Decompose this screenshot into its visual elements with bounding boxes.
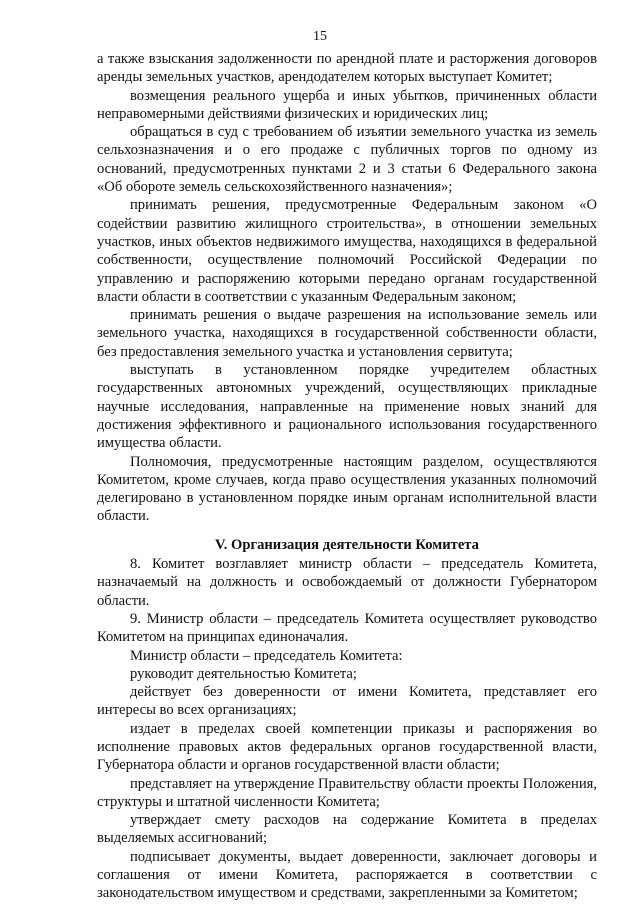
paragraph: возмещения реального ущерба и иных убытков, причиненных области неправомерными действиями физических и юридических лиц;	[97, 87, 597, 122]
paragraph: руководит деятельностью Комитета;	[130, 665, 357, 682]
paragraph: действует без доверенности от имени Комитета, представляет его интересы во всех организациях;	[97, 684, 597, 719]
paragraph: выступать в установленном порядке учредителем областных государственных автономных учреждений, осуществляющих прикладные научные исследования, направленные на применение новых знаний для достижения эффективного и рационального использования государственного имущества области.	[97, 362, 597, 452]
paragraph: Министр области – председатель Комитета:	[130, 647, 403, 664]
section-heading: V. Организация деятельности Комитета	[215, 536, 479, 553]
paragraph: 8. Комитет возглавляет министр области – председатель Комитета, назначаемый на должность и освобождаемый от должности Губернатором области.	[97, 556, 597, 609]
paragraph: подписывает документы, выдает доверенности, заключает договоры и соглашения от имени Комитета, распоряжается в соответствии с законодательством имуществом и средствами, закрепленными за Комитетом;	[97, 848, 597, 902]
paragraph: обращаться в суд с требованием об изъятии земельного участка из земель сельхозназначения и о его продаже с публичных торгов по одному из оснований, предусмотренных пунктами 2 и 3 статьи 6 Федерального закона «Об обороте земель сельскохозяйственного назначения»;	[97, 124, 597, 196]
paragraph: утверждает смету расходов на содержание Комитета в пределах выделяемых ассигнований;	[97, 812, 597, 847]
paragraph: а также взыскания задолженности по арендной плате и расторжения договоров аренды земельных участков, арендодателем которых выступает Комитет;	[97, 51, 597, 86]
paragraph: Полномочия, предусмотренные настоящим разделом, осуществляются Комитетом, кроме случаев, когда право осуществления указанных полномочий делегировано в установленном порядке иным органам исполнительной власти области.	[97, 453, 597, 525]
paragraph: принимать решения о выдаче разрешения на использование земель или земельного участка, находящихся в государственной собственности области, без предоставления земельного участка и установления сервитута;	[97, 307, 597, 360]
paragraph: 9. Министр области – председатель Комитета осуществляет руководство Комитетом на принципах единоначалия.	[97, 610, 597, 646]
page-number: 15	[313, 29, 327, 44]
paragraph: представляет на утверждение Правительству области проекты Положения, структуры и штатной численности Комитета;	[97, 775, 597, 810]
paragraph: издает в пределах своей компетенции приказы и распоряжения во исполнение правовых актов федеральных органов государственной власти, Губернатора области и органов государственной власти области;	[97, 720, 597, 774]
paragraph: принимать решения, предусмотренные Федеральным законом «О содействии развитию жилищного строительства», в отношении земельных участков, иных объектов недвижимого имущества, находящихся в федеральной собственности, осуществление полномочий Российской Федерации по управлению и распоряжению которыми передано органам государственной власти области в соответствии с указанным Федеральным законом;	[97, 197, 597, 305]
document-body	[97, 50, 597, 903]
